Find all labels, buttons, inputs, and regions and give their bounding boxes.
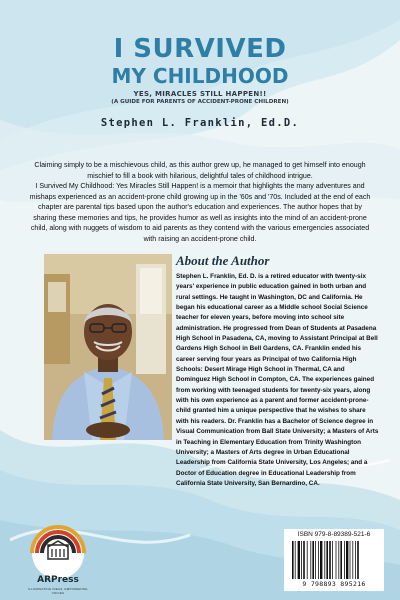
barcode-bar: [346, 541, 348, 579]
barcode-bar: [310, 541, 311, 579]
barcode-bar: [357, 541, 359, 579]
book-blurb: [28, 160, 372, 244]
barcode-bar: [312, 541, 314, 579]
barcode-bar: [307, 541, 308, 579]
blurb-paragraph-1: Claiming simply to be a mischievous child, as this author grew up, he managed to get himself into enough mischief to fill a book with hilarious, delightful tales of childhood intrigue.: [34, 161, 366, 180]
publisher-name: ARPress: [37, 575, 79, 585]
blurb-paragraph-2: I Survived My Childhood: Yes Miracles Still Happen! is a memoir that highlights the many adventures and mishaps experienced as an accident-prone child growing up in the '60s and '70s. Included at the end of each chapter are parental tips based upon the author's education and experiences. The author hopes that by sharing these memories and tips, he provides humor as well as insights into the mind of an accident-prone child, along with nuggets of wisdom to aid parents as they contend with the various emergencies associated with raising an accident-prone child.: [29, 182, 371, 243]
barcode-bar: [326, 541, 328, 579]
barcode-bar: [295, 541, 296, 579]
barcode-bar: [329, 541, 331, 579]
barcode-bar: [301, 541, 302, 579]
isbn-barcode-box: [284, 529, 384, 591]
barcode-bar: [344, 541, 345, 579]
barcode-bar: [318, 541, 319, 579]
about-author-heading: About the Author: [176, 253, 270, 268]
barcode-bar: [355, 541, 356, 579]
book-subtitle-guide: (A GUIDE FOR PARENTS OF ACCIDENT-PRONE CHILDREN): [111, 99, 289, 105]
barcode-bar: [336, 541, 337, 579]
about-author-text: Stephen L. Franklin, Ed. D. is a retired educator with twenty-six years' experience in public education gained in both urban and rural settings. He taught in Washington, DC and California. He began his educational career as a Middle school Social Science teacher for eleven years, before moving into school site administration. He progressed from Dean of Students at Pasadena High School in Pasadena, CA, moving to Assistant Principal at Bell Gardens High School in Bell Gardens, CA. Franklin ended his career serving four years as Principal of two California High Schools: Desert Mirage High School in Thermal, CA and Dominguez High School in Compton, CA. The experiences gained from working with teenaged students for twenty-six years, along with his own experience as a parent and former accident-prone-child granted him a unique perspective that he wishes to share with his readers. Dr. Franklin has a Bachelor of Science degree in Visual Communication from Ball State University; a Masters of Arts in Teaching in Elementary Education from Trinity Washington University; a Masters of Arts degree in Urban Educational Leadership from California State University, Los Angeles; and a Doctor of Education degree in Educational Leadership from California State University, San Bernardino, CA.: [176, 273, 379, 487]
isbn-label: ISBN 979-8-89389-521-6: [297, 531, 371, 538]
barcode-bar: [315, 541, 316, 579]
publisher-tagline: ILLUMINATING IDEAS, EMPOWERING VOICES: [28, 587, 88, 595]
barcode-bar: [324, 541, 325, 579]
book-subtitle: YES, MIRACLES STILL HAPPEN!!: [133, 90, 267, 98]
barcode-bars: [292, 541, 376, 579]
barcode-bar: [320, 541, 322, 579]
isbn-barcode-digits: 9 798893 895216: [302, 580, 366, 588]
author-photo: [44, 254, 172, 440]
barcode-bar: [292, 541, 294, 579]
barcode-bar: [352, 541, 353, 579]
author-name: Stephen L. Franklin, Ed.D.: [100, 117, 300, 129]
barcode-bar: [332, 541, 333, 579]
book-title-line2: MY CHILDHOOD: [111, 64, 289, 88]
barcode-bar: [340, 541, 342, 579]
barcode-bar: [303, 541, 305, 579]
barcode-bar: [298, 541, 300, 579]
barcode-bar: [350, 541, 351, 579]
book-title-line1: I SURVIVED: [113, 34, 287, 64]
barcode-bar: [338, 541, 339, 579]
